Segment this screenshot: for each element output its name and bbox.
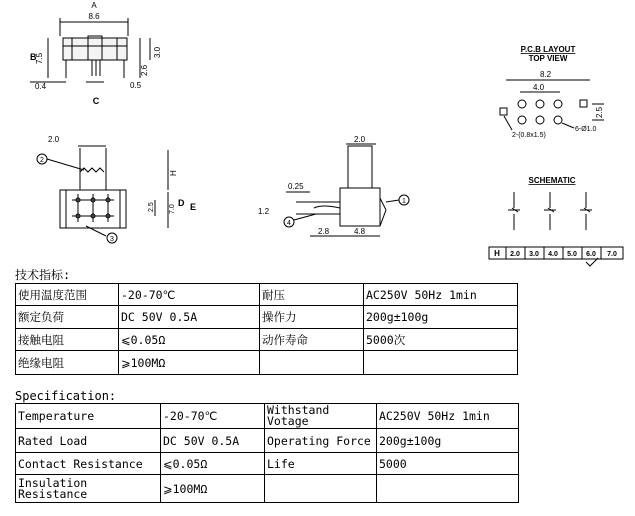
- table-cell: Contact Resistance: [16, 453, 161, 475]
- table-cell: -20-70℃: [119, 284, 260, 306]
- table-cell: AC250V 50Hz 1min: [364, 284, 518, 306]
- pcb-hole-small: 6-Ø1.0: [575, 126, 597, 133]
- table-cell: ⩽0.05Ω: [161, 453, 265, 475]
- top-dim-h: H: [169, 170, 178, 176]
- table-cell: ⩾100MΩ: [161, 475, 265, 503]
- table-cell: Operating Force: [265, 429, 377, 453]
- table-cell: DC 50V 0.5A: [119, 306, 260, 329]
- table-cell: 接触电阻: [16, 329, 119, 351]
- h-table-head: H: [494, 249, 500, 258]
- side-dim-20: 2.0: [354, 135, 366, 144]
- dim-c-label: C: [92, 96, 100, 106]
- front-view: [30, 1, 162, 106]
- table-cell: 操作力: [260, 306, 364, 329]
- table-cell: 额定负荷: [16, 306, 119, 329]
- table-cell: [265, 475, 377, 503]
- pcb-subtitle: TOP VIEW: [528, 54, 568, 63]
- h-value: 7.0: [607, 251, 617, 258]
- dim-b-label: B: [30, 52, 37, 62]
- h-value: 4.0: [548, 251, 558, 258]
- side-view: [258, 135, 409, 236]
- table-cell: 动作寿命: [260, 329, 364, 351]
- dim-a-value: 8.6: [88, 12, 100, 21]
- schematic-title: SCHEMATIC: [528, 176, 576, 185]
- pcb-dim-40: 4.0: [533, 83, 545, 92]
- table-cell: 绝缘电阻: [16, 351, 119, 375]
- callout-1: 1: [402, 198, 406, 205]
- table-row: [16, 284, 518, 306]
- pcb-layout: [500, 45, 604, 139]
- table-cell: 200g±100g: [377, 429, 519, 453]
- table-cell: 200g±100g: [364, 306, 518, 329]
- top-dim-70: 7.0: [169, 204, 176, 214]
- table-row: [16, 475, 519, 503]
- side-dim-025: 0.25: [288, 182, 304, 191]
- table-cell: Temperature: [16, 404, 161, 429]
- h-value: 6.0: [586, 251, 596, 258]
- dim-b-value: 7.5: [35, 52, 44, 64]
- table-cell: 5000: [377, 453, 519, 475]
- table-cell: -20-70℃: [161, 404, 265, 429]
- dim-a-label: A: [91, 1, 97, 10]
- table-cell: 耐压: [260, 284, 364, 306]
- table-row: [16, 453, 519, 475]
- h-value-table: [489, 247, 623, 266]
- dim-04: 0.4: [35, 82, 47, 91]
- callout-4: 4: [287, 220, 291, 227]
- en-spec-table: [15, 403, 519, 503]
- table-row: [16, 351, 518, 375]
- table-row: [16, 404, 519, 429]
- table-row: [16, 306, 518, 329]
- side-dim-28: 2.8: [318, 227, 330, 236]
- table-row: [16, 329, 518, 351]
- table-cell: ⩽0.05Ω: [119, 329, 260, 351]
- pcb-dim-25: 2.5: [595, 106, 604, 118]
- table-cell: [260, 351, 364, 375]
- side-dim-48: 4.8: [354, 227, 366, 236]
- dim-26: 2.6: [140, 64, 149, 76]
- callout-3: 3: [110, 236, 114, 243]
- table-cell: Life: [265, 453, 377, 475]
- table-cell: Rated Load: [16, 429, 161, 453]
- table-cell: ⩾100MΩ: [119, 351, 260, 375]
- table-cell: Insulation Resistance: [16, 475, 161, 503]
- table-row: [16, 429, 519, 453]
- callout-2: 2: [40, 157, 44, 164]
- table-cell: 5000次: [364, 329, 518, 351]
- table-cell: Withstand Votage: [265, 404, 377, 429]
- top-dim-25: 2.5: [148, 202, 155, 212]
- dim-05: 0.5: [130, 81, 142, 90]
- pcb-title: P.C.B LAYOUT: [520, 45, 576, 54]
- cn-spec-heading: 技术指标:: [15, 268, 71, 282]
- top-dim-d: D: [178, 198, 185, 208]
- dim-30: 3.0: [153, 46, 162, 58]
- top-dim-20: 2.0: [48, 135, 60, 144]
- h-value: 3.0: [529, 251, 539, 258]
- top-dim-e: E: [190, 202, 197, 212]
- side-dim-12: 1.2: [258, 207, 270, 216]
- table-cell: [377, 475, 519, 503]
- cn-spec-table: [15, 283, 518, 375]
- table-cell: 使用温度范围: [16, 284, 119, 306]
- table-cell: AC250V 50Hz 1min: [377, 404, 519, 429]
- top-view: [37, 135, 196, 243]
- schematic: [508, 176, 592, 230]
- en-spec-heading: Specification:: [15, 389, 117, 403]
- table-cell: DC 50V 0.5A: [161, 429, 265, 453]
- pcb-hole-slot: 2-(0.8x1.5): [512, 132, 546, 139]
- h-value: 5.0: [567, 251, 577, 258]
- table-cell: [364, 351, 518, 375]
- h-value: 2.0: [510, 251, 520, 258]
- pcb-dim-82: 8.2: [540, 70, 552, 79]
